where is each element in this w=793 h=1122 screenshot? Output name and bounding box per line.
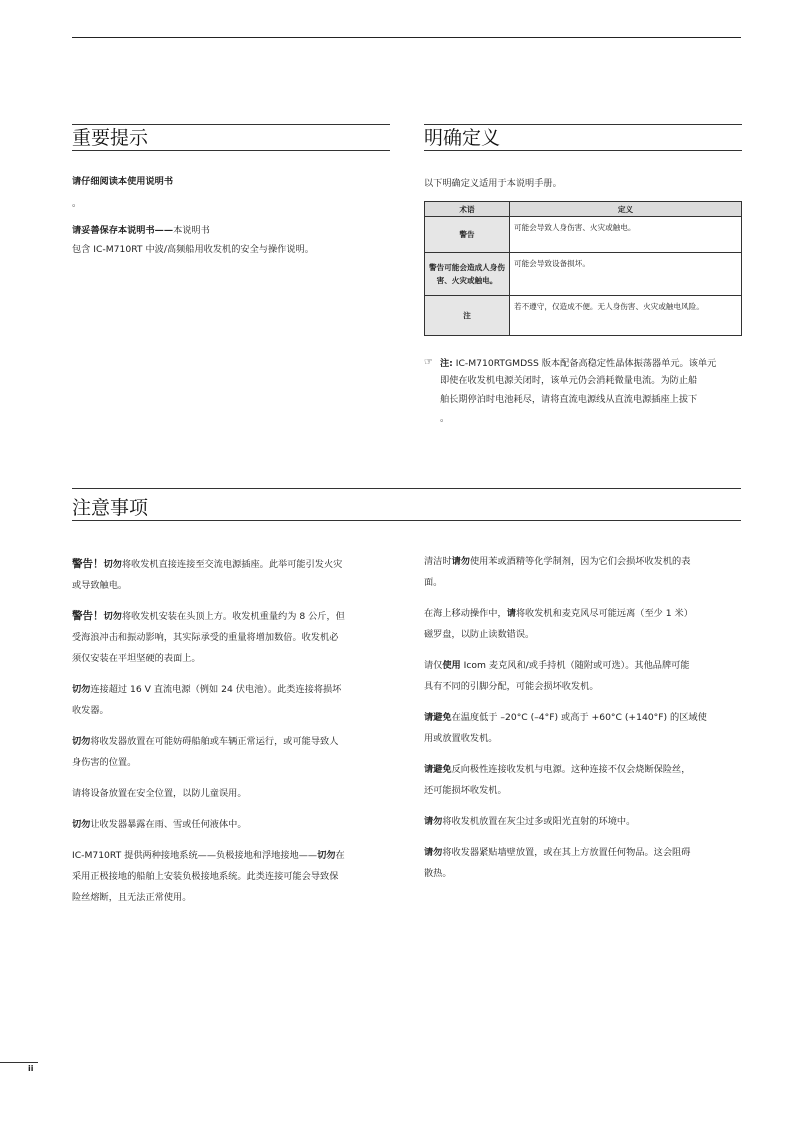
- emphasis-label: 切勿: [317, 850, 336, 861]
- emphasis-label: 切勿: [72, 684, 91, 695]
- precautions-left-column: [72, 554, 394, 908]
- precaution-line: 请将设备放置在安全位置，以防儿童误用。: [72, 788, 247, 799]
- important-body: [72, 174, 390, 258]
- precaution-line: [72, 731, 394, 752]
- precaution-line: 受海浪冲击和振动影响，其实际承受的重量将增加数倍。收发机必: [72, 632, 339, 643]
- precaution-line: 面。: [424, 577, 443, 588]
- precaution-text: 反向极性连接收发机与电源。这种连接不仅会烧断保险丝，: [451, 764, 691, 775]
- precaution-item: [424, 551, 744, 593]
- precaution-line: 身伤害的位置。: [72, 757, 137, 768]
- precaution-text: 在海上移动操作中，: [424, 608, 507, 619]
- precaution-line: 散热。: [424, 868, 452, 879]
- table-row: [425, 217, 742, 253]
- precaution-item: [72, 783, 394, 804]
- section-title-important: 重要提示: [72, 127, 149, 149]
- precaution-item: [424, 811, 744, 832]
- precaution-text: Icom 麦克风和/或手持机（随附或可选）。其他品牌可能: [460, 660, 690, 671]
- definition-cell: 可能会导致设备损坏。: [510, 253, 742, 296]
- precaution-text: 将收发机直接连接至交流电源插座。此举可能引发火灾: [121, 559, 343, 570]
- term-cell: 注: [425, 296, 510, 336]
- note-line: 舶长期停泊时电池耗尽，请将直流电源线从直流电源插座上拔下: [440, 394, 698, 405]
- section-title-definitions: 明确定义: [424, 127, 501, 149]
- emphasis-label: 切勿: [103, 559, 122, 570]
- precaution-text: 让收发器暴露在雨、雪或任何液体中。: [90, 819, 247, 830]
- precaution-line: [72, 845, 394, 866]
- precaution-line: 或导致触电。: [72, 580, 128, 591]
- precaution-line: [72, 554, 394, 575]
- emphasis-label: 请: [506, 608, 516, 619]
- precaution-line: 须仅安装在平坦坚硬的表面上。: [72, 653, 201, 664]
- emphasis-label: 使用: [442, 660, 461, 671]
- emphasis-label: 切勿: [72, 819, 91, 830]
- precaution-text: 将收发机放置在灰尘过多或阳光直射的环境中。: [442, 816, 636, 827]
- precaution-item: [72, 814, 394, 835]
- emphasis-label: 请勿: [451, 556, 470, 567]
- section-underline-important: [72, 150, 390, 151]
- precaution-line: 磁罗盘，以防止读数错误。: [424, 629, 535, 640]
- section-underline-definitions: [424, 150, 742, 151]
- keep-manual-line: [72, 223, 390, 239]
- header-term: 术语: [425, 202, 510, 217]
- precaution-text: 请仅: [424, 660, 443, 671]
- section-underline-precautions: [72, 520, 741, 521]
- precaution-line: [424, 655, 744, 676]
- precaution-item: [72, 845, 394, 908]
- term-cell: 警告: [425, 217, 510, 253]
- precaution-text: 在: [335, 850, 345, 861]
- precaution-item: [72, 679, 394, 721]
- precaution-item: [424, 842, 744, 884]
- precaution-line: 具有不同的引脚分配，可能会损坏收发机。: [424, 681, 599, 692]
- section-rule-important: [72, 124, 390, 125]
- precaution-line: 收发器。: [72, 705, 109, 716]
- precaution-text: 将收发器放置在可能妨碍船舶或车辆正常运行，或可能导致人: [90, 736, 339, 747]
- keep-manual-rest: 本说明书: [173, 225, 210, 236]
- precaution-line: [424, 842, 744, 863]
- precaution-item: [424, 759, 744, 801]
- precaution-line: [424, 551, 744, 572]
- section-title-precautions: 注意事项: [72, 497, 149, 519]
- note-block: [440, 356, 742, 428]
- term-cell: 警告可能会造成人身伤害、火灾或触电。: [425, 253, 510, 296]
- definitions-intro: 以下明确定义适用于本说明手册。: [424, 178, 562, 189]
- precaution-line: [72, 679, 394, 700]
- precaution-text: 在温度低于 –20°C (–4°F) 或高于 +60°C (+140°F) 的区域使: [451, 712, 707, 723]
- emphasis-label: 切勿: [103, 611, 122, 622]
- table-header-row: [425, 202, 742, 217]
- precaution-line: [424, 603, 744, 624]
- section-rule-definitions: [424, 124, 742, 125]
- warning-label: 警告！: [72, 610, 104, 622]
- precaution-text: 清洁时: [424, 556, 452, 567]
- precaution-text: 将收发器紧贴墙壁放置，或在其上方放置任何物品。这会阻碍: [442, 847, 691, 858]
- page-number-rule: [0, 1062, 38, 1063]
- table-row: [425, 253, 742, 296]
- page-number: ii: [28, 1064, 34, 1073]
- precautions-right-column: [424, 551, 744, 884]
- emphasis-label: 请勿: [424, 847, 443, 858]
- emphasis-label: 请勿: [424, 816, 443, 827]
- precaution-line: 用或放置收发机。: [424, 733, 498, 744]
- read-manual-end: 。: [72, 198, 82, 209]
- header-definition: 定义: [510, 202, 742, 217]
- precaution-item: [424, 655, 744, 697]
- precaution-text: 将收发机和麦克风尽可能远离（至少 1 米）: [515, 608, 693, 619]
- precaution-text: IC-M710RT 提供两种接地系统——负极接地和浮地接地——: [72, 850, 318, 861]
- precaution-line: [72, 814, 394, 835]
- note-line: 。: [440, 413, 450, 424]
- definition-cell: 可能会导致人身伤害、火灾或触电。: [510, 217, 742, 253]
- precaution-item: [424, 707, 744, 749]
- precaution-line: 还可能损坏收发机。: [424, 785, 507, 796]
- precaution-item: [72, 606, 394, 669]
- pointing-hand-icon: ☞: [424, 357, 433, 368]
- top-rule: [72, 37, 741, 38]
- precaution-line: [424, 707, 744, 728]
- precaution-item: [72, 554, 394, 596]
- precaution-line: 险丝熔断，且无法正常使用。: [72, 892, 192, 903]
- emphasis-label: 切勿: [72, 736, 91, 747]
- definitions-table: [424, 201, 742, 336]
- warning-label: 警告！: [72, 558, 104, 570]
- keep-manual-bold: 请妥善保存本说明书——: [72, 225, 174, 236]
- definition-cell: 若不遵守，仅造成不便。无人身伤害、火灾或触电风险。: [510, 296, 742, 336]
- note-line: [440, 356, 742, 371]
- emphasis-label: 请避免: [424, 764, 452, 775]
- keep-manual-description: 包含 IC-M710RT 中波/高频船用收发机的安全与操作说明。: [72, 244, 314, 255]
- precaution-text: 使用苯或酒精等化学制剂，因为它们会损坏收发机的表: [469, 556, 691, 567]
- note-line: 即使在收发机电源关闭时，该单元仍会消耗微量电流。为防止船: [440, 375, 698, 386]
- emphasis-label: 请避免: [424, 712, 452, 723]
- precaution-item: [72, 731, 394, 773]
- note-label: 注:: [440, 358, 453, 369]
- section-rule-precautions: [72, 488, 741, 489]
- note-text: IC-M710RTGMDSS 版本配备高稳定性晶体振荡器单元。该单元: [455, 358, 717, 369]
- precaution-line: [72, 606, 394, 627]
- precaution-line: [424, 811, 744, 832]
- table-row: [425, 296, 742, 336]
- precaution-line: [424, 759, 744, 780]
- precaution-text: 连接超过 16 V 直流电源（例如 24 伏电池）。此类连接将损坏: [90, 684, 342, 695]
- read-manual-heading: 请仔细阅读本使用说明书: [72, 176, 174, 187]
- precaution-text: 将收发机安装在头顶上方。收发机重量约为 8 公斤，但: [121, 611, 345, 622]
- precaution-item: [424, 603, 744, 645]
- precaution-line: 采用正极接地的船舶上安装负极接地系统。此类连接可能会导致保: [72, 871, 339, 882]
